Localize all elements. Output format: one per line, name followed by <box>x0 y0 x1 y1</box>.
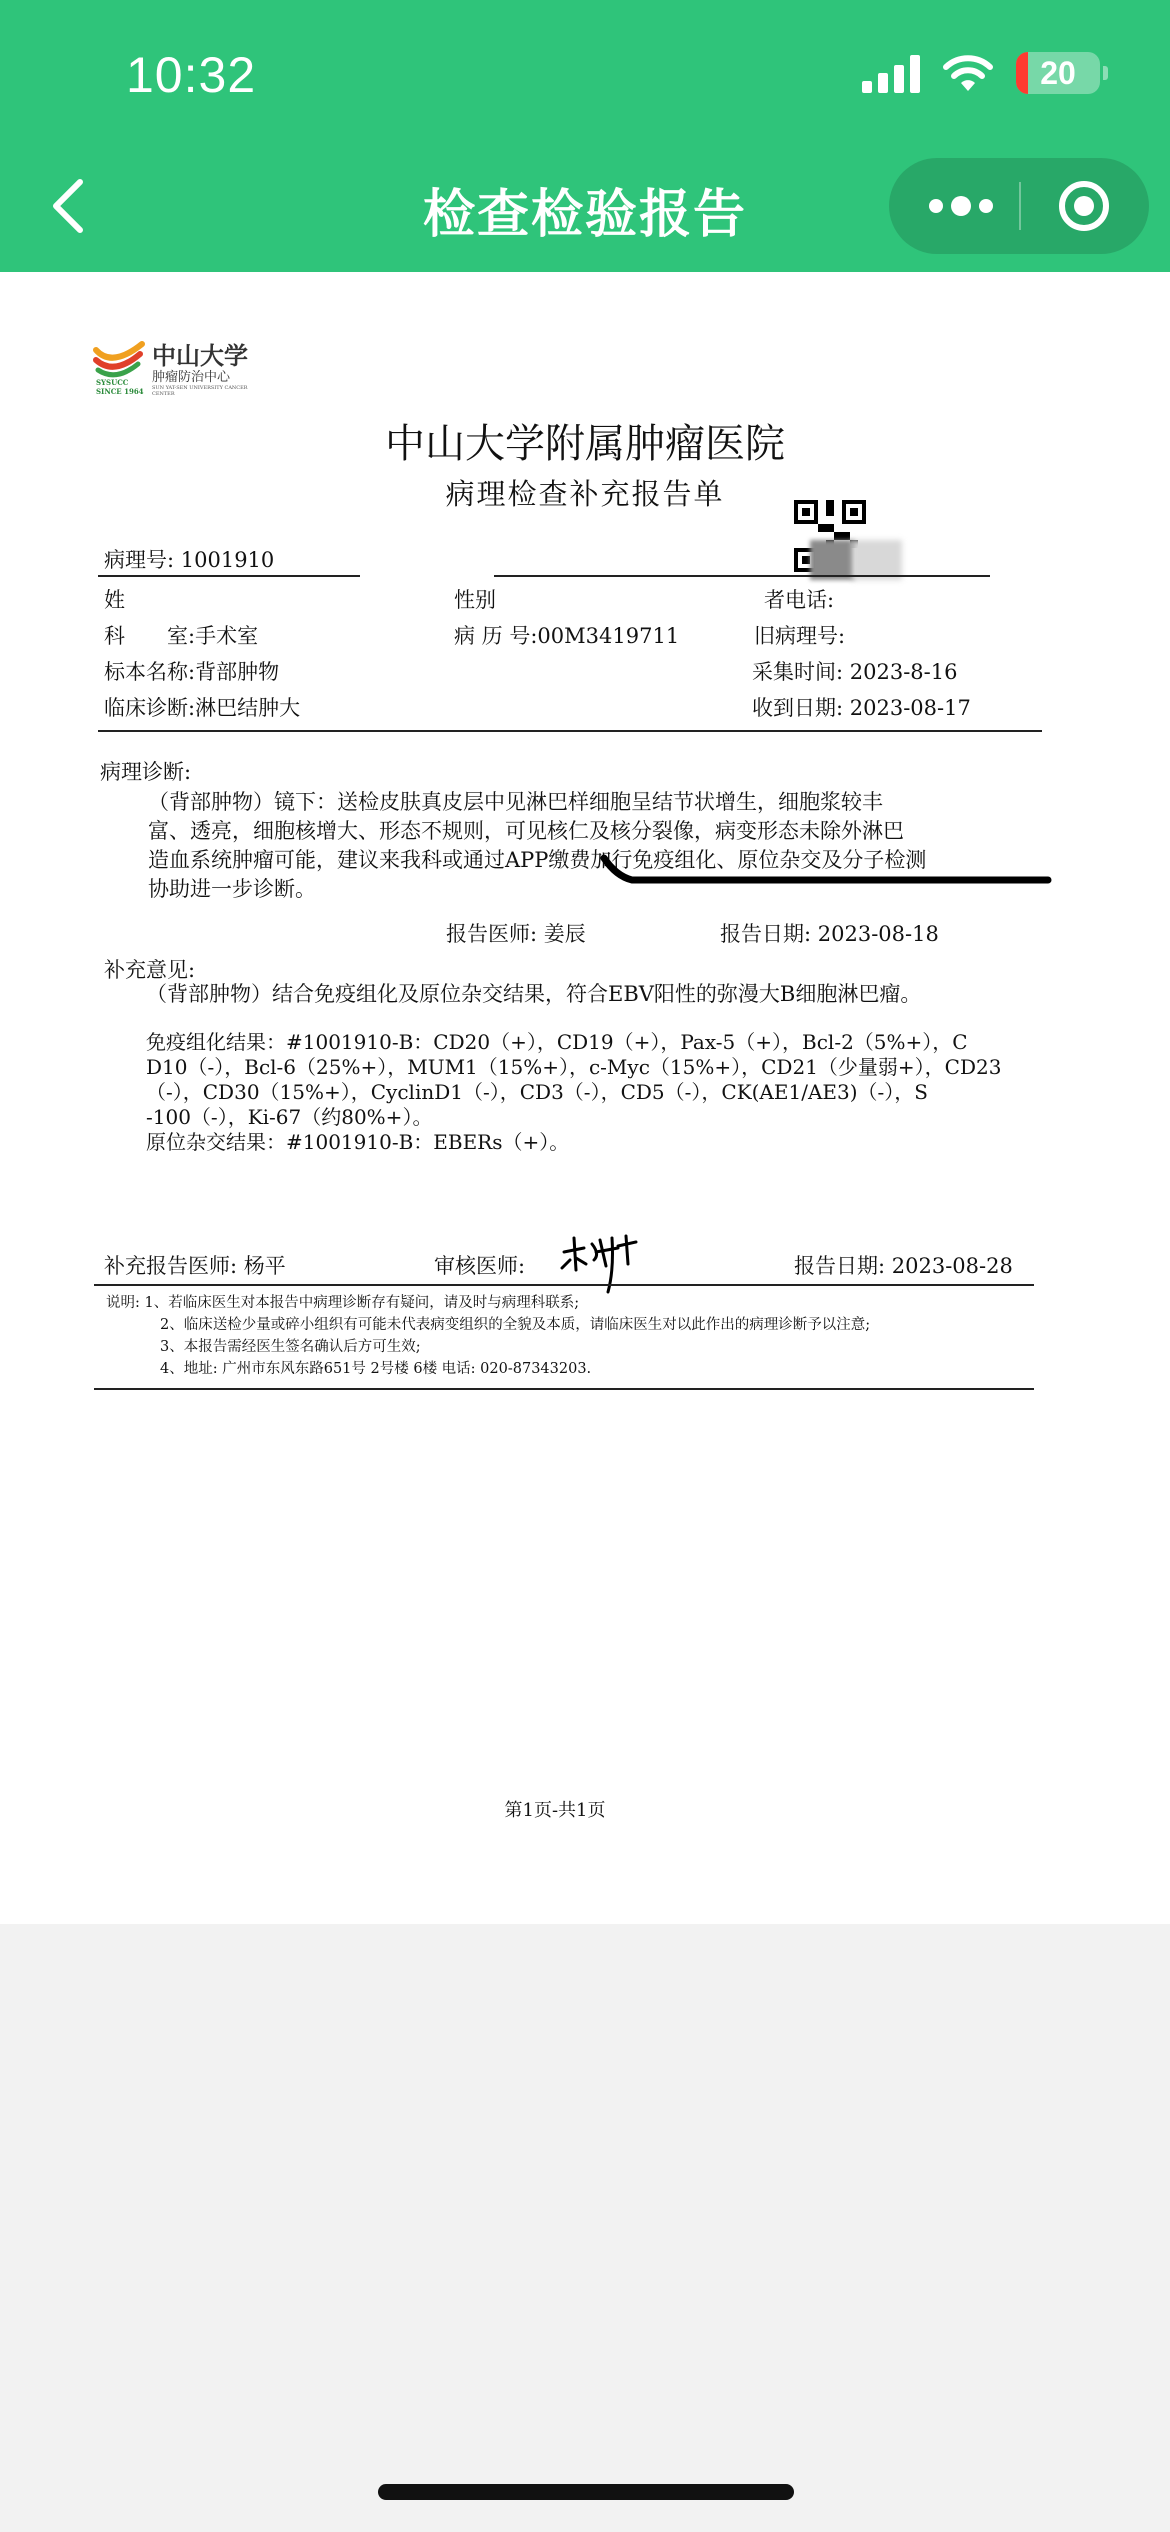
logo-name: 中山大学 <box>152 342 248 370</box>
field-record: 病 历 号:00M3419711 <box>454 624 680 648</box>
status-icons <box>862 52 1100 94</box>
field-collect-time: 采集时间: 2023-8-16 <box>752 660 958 684</box>
page-number: 第1页-共1页 <box>504 1800 606 1821</box>
divider <box>494 575 990 577</box>
logo-abbr: SYSUCC SINCE 1964 <box>96 378 144 396</box>
report-title: 病理检查补充报告单 <box>445 477 725 511</box>
field-received: 收到日期: 2023-08-17 <box>752 696 971 720</box>
supplementary-doctor: 补充报告医师: 杨平 <box>104 1254 286 1278</box>
divider <box>94 1284 1034 1286</box>
ihc-results: 免疫组化结果：#1001910-B：CD20（+），CD19（+），Pax-5（+），Bcl-2（5%+），C D10（-），Bcl-6（25%+），MUM1（15%+），c-Myc（15%+），CD21（少量弱+），CD23 （-），CD30（15%+），CyclinD1（-），CD3（-），CD5（-），CK(AE1/AE3)（-），S -100（-），Ki-67（约80%+）。 原位杂交结果：#1001910-B：EBERs（+）。 <box>146 1030 1002 1154</box>
battery-icon <box>1016 52 1100 94</box>
reviewer-label: 审核医师: <box>434 1254 526 1278</box>
reviewer-signature <box>556 1230 646 1300</box>
pathology-diagnosis-text: （背部肿物）镜下：送检皮肤真皮层中见淋巴样细胞呈结节状增生，细胞浆较丰 富、透亮，细胞核增大、形态不规则，可见核仁及核分裂像，病变形态未除外淋巴 造血系统肿瘤可能，建议来我科或通过APP缴费加行免疫组化、原位杂交及分子检测 协助进一步诊断。 <box>148 790 927 901</box>
redaction-blur <box>852 540 902 580</box>
wifi-icon <box>942 53 994 93</box>
report-date-2: 报告日期: 2023-08-28 <box>794 1254 1013 1278</box>
divider <box>94 1388 1034 1390</box>
logo-en: SUN YAT-SEN UNIVERSITY CANCER CENTER <box>152 385 248 397</box>
mini-program-capsule <box>889 158 1149 254</box>
divider <box>98 575 360 577</box>
supplementary-label: 补充意见: <box>104 958 196 982</box>
more-icon[interactable] <box>929 196 993 216</box>
hospital-name: 中山大学附属肿瘤医院 <box>385 421 785 467</box>
field-diagnosis: 临床诊断:淋巴结肿大 <box>104 696 301 720</box>
top-bar <box>0 0 1170 272</box>
notes: 说明: 1、若临床医生对本报告中病理诊断存有疑问，请及时与病理科联系; 2、临床送检少量或碎小组织有可能未代表病变组织的全貌及本质，请临床医生对以此作出的病理诊断予以注意; 3、本报告需经医生签名确认后方可生效; 4、地址: 广州市东风东路651号 2号楼 6楼 电话: 020-87343203. <box>106 1295 871 1377</box>
cellular-signal-icon <box>862 53 920 93</box>
report-document <box>0 272 1170 1924</box>
field-old-pathology: 旧病理号: <box>754 624 846 648</box>
status-time: 10:32 <box>126 47 257 103</box>
battery-level: 20 <box>1040 54 1076 91</box>
redaction-blur <box>810 540 855 580</box>
hospital-logo <box>92 334 262 398</box>
logo-sub: 肿瘤防治中心 <box>152 370 231 385</box>
page-title: 检查检验报告 <box>422 185 747 245</box>
field-dept: 科 室:手术室 <box>104 624 259 648</box>
report-date-1: 报告日期: 2023-08-18 <box>720 922 939 946</box>
field-gender: 性别 <box>454 588 496 612</box>
supplementary-text: （背部肿物）结合免疫组化及原位杂交结果，符合EBV阳性的弥漫大B细胞淋巴瘤。 <box>146 982 922 1006</box>
pathology-diagnosis-label: 病理诊断: <box>100 760 192 784</box>
pathology-number: 病理号: 1001910 <box>104 548 275 572</box>
field-phone: 者电话: <box>764 588 835 612</box>
capsule-divider <box>1019 182 1021 230</box>
reporting-doctor: 报告医师: 姜辰 <box>446 922 586 946</box>
divider <box>98 730 1042 732</box>
handwritten-strike-line <box>598 852 1052 892</box>
field-name: 姓 <box>104 588 125 612</box>
home-indicator[interactable] <box>378 2484 794 2500</box>
close-mini-program-icon[interactable] <box>1059 181 1109 231</box>
logo-emblem-icon <box>92 338 146 380</box>
field-specimen: 标本名称:背部肿物 <box>104 660 280 684</box>
